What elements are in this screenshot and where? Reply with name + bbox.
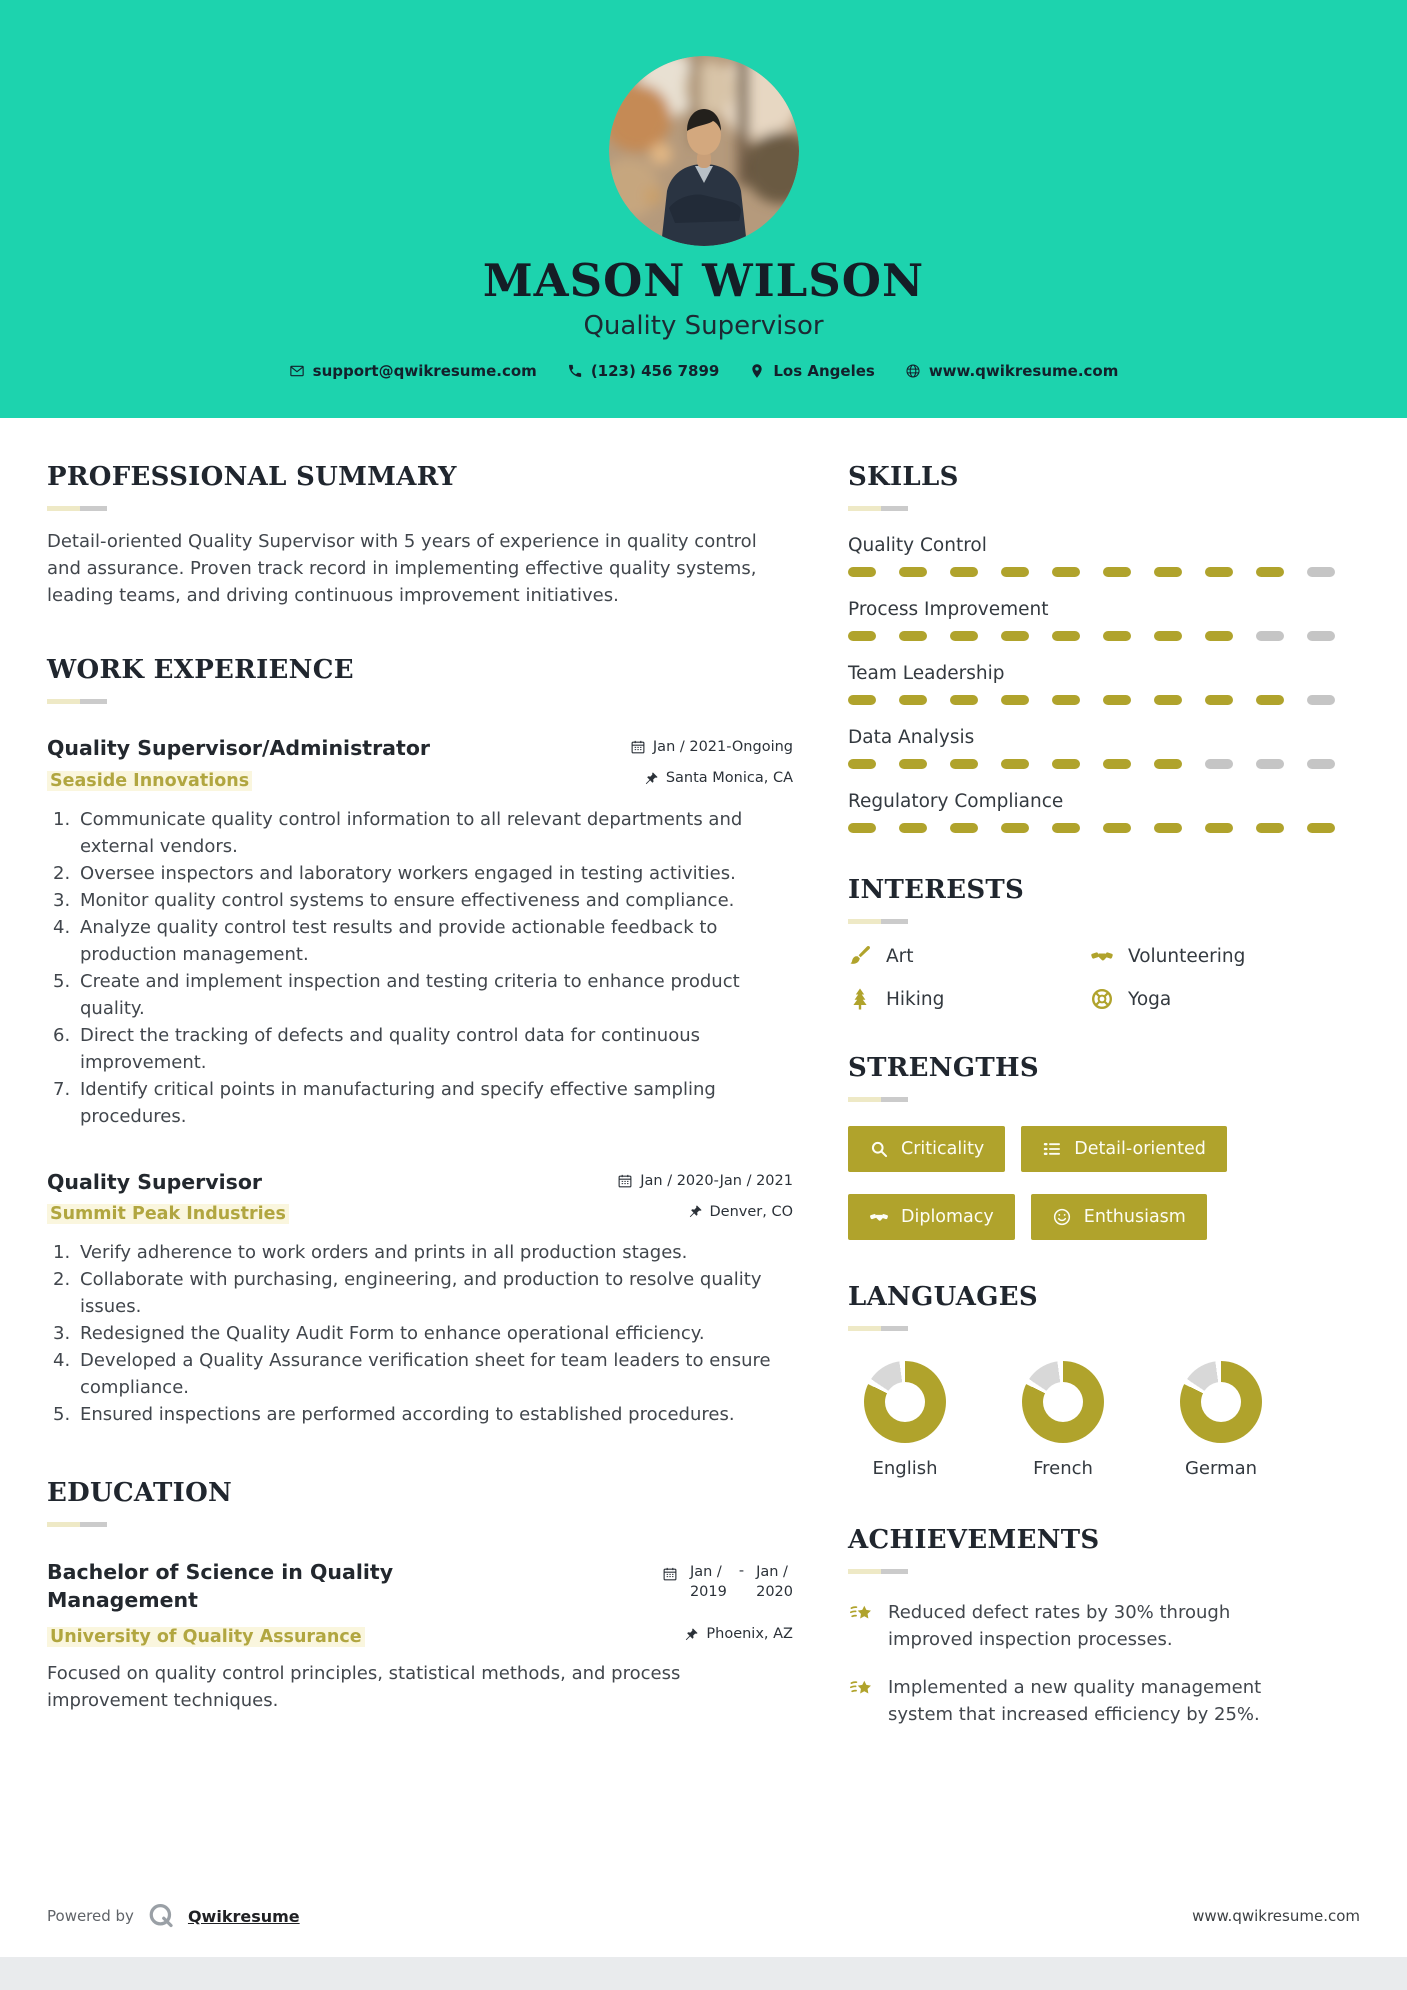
skill-level-bar: [848, 567, 1335, 577]
strength-enthusiasm: [1031, 1194, 1207, 1240]
handshake-icon: [1090, 944, 1114, 968]
degree-name: Bachelor of Science in Quality Management: [47, 1560, 394, 1612]
job-duties: [47, 1239, 793, 1428]
skill-dash-filled: [950, 631, 978, 641]
contact-phone-text: (123) 456 7899: [590, 362, 720, 381]
skill-dash-filled: [1154, 823, 1182, 833]
skill-level-bar: [848, 695, 1335, 705]
interest-label: Hiking: [886, 988, 945, 1010]
strengths-row: [848, 1126, 1335, 1172]
skill-dash-filled: [1103, 759, 1131, 769]
contact-phone[interactable]: [567, 362, 720, 380]
education-location-text: Phoenix, AZ: [706, 1626, 793, 1643]
skill-dash-filled: [1154, 567, 1182, 577]
contact-row: [0, 362, 1407, 380]
job-entry: [47, 1170, 793, 1429]
education-end-date: Jan / 2020: [756, 1564, 793, 1600]
contact-website-text: www.qwikresume.com: [928, 362, 1119, 381]
achievements-section: [848, 1525, 1335, 1728]
education-start-date: Jan / 2019: [689, 1564, 727, 1600]
skill-dash-filled: [1256, 567, 1284, 577]
job-date: [617, 1173, 793, 1189]
heading-rule: [848, 919, 908, 924]
skill-dash-filled: [1103, 631, 1131, 641]
skill-dash-filled: [1103, 567, 1131, 577]
skill-dash-filled: [848, 759, 876, 769]
heading-rule: [47, 506, 107, 511]
education-heading: EDUCATION: [47, 1478, 233, 1508]
languages-row: [864, 1361, 1335, 1479]
skill-dash-filled: [1256, 823, 1284, 833]
handshake-icon: [869, 1207, 889, 1227]
education-dates: [662, 1559, 793, 1614]
skills-heading: SKILLS: [848, 462, 959, 492]
language-french: [1022, 1361, 1104, 1479]
skill-dash-filled: [1103, 695, 1131, 705]
skill-dash-filled: [1205, 695, 1233, 705]
date-separator: -: [738, 1563, 745, 1579]
heading-rule: [848, 1569, 908, 1574]
language-donut: [1180, 1361, 1262, 1443]
education-location: [684, 1626, 793, 1642]
powered-by-label: Powered by: [47, 1907, 134, 1925]
contact-website[interactable]: [905, 362, 1119, 380]
achievement-item: [848, 1599, 1335, 1653]
globe-icon: [905, 363, 921, 379]
calendar-icon: [617, 1173, 633, 1189]
magnifier-icon: [869, 1139, 889, 1159]
skill-dash-filled: [950, 759, 978, 769]
job-title: Quality Supervisor/Administrator: [47, 736, 431, 760]
job-date-text: Jan / 2020-Jan / 2021: [640, 1172, 793, 1189]
heading-rule: [47, 1522, 107, 1527]
skill-dash-filled: [1154, 631, 1182, 641]
strength-label: Detail-oriented: [1074, 1139, 1206, 1159]
skill-dash-empty: [1307, 631, 1335, 641]
email-icon: [289, 363, 305, 379]
skill-dash-empty: [1307, 759, 1335, 769]
strengths-list: [848, 1126, 1335, 1240]
language-label: French: [1033, 1458, 1093, 1479]
profile-photo: [609, 56, 799, 246]
skill-dash-filled: [1154, 759, 1182, 769]
experience-bullet: Developed a Quality Assurance verification sheet for team leaders to ensure compliance.: [80, 1350, 771, 1398]
skill-dash-filled: [848, 631, 876, 641]
education-description: Focused on quality control principles, statistical methods, and process improvement techniques.: [47, 1662, 681, 1711]
company-name: Seaside Innovations: [47, 771, 252, 791]
experience-bullet: Create and implement inspection and testing criteria to enhance product quality.: [80, 970, 740, 1019]
job-date-text: Jan / 2021-Ongoing: [652, 739, 793, 755]
job-date: [630, 739, 793, 755]
paintbrush-icon: [848, 944, 872, 968]
strengths-heading: STRENGTHS: [848, 1053, 1039, 1083]
skill-dash-filled: [950, 823, 978, 833]
skill-dash-filled: [1001, 567, 1029, 577]
skill-item: [848, 599, 1335, 641]
smiley-icon: [1052, 1207, 1072, 1227]
content: [0, 418, 1407, 1901]
skill-dash-filled: [848, 823, 876, 833]
summary-text: Detail-oriented Quality Supervisor with 5 years of experience in quality control and assurance. Proven track record in implementing effective quality systems, leading teams, and driving continuous improvement initiatives.: [47, 531, 757, 606]
strength-label: Diplomacy: [901, 1207, 994, 1227]
skill-name: Data Analysis: [848, 727, 975, 748]
skill-dash-empty: [1307, 567, 1335, 577]
skill-dash-filled: [1205, 631, 1233, 641]
summary-heading: PROFESSIONAL SUMMARY: [47, 462, 457, 492]
pushpin-icon: [644, 771, 659, 786]
skill-item: [848, 791, 1335, 833]
skill-level-bar: [848, 759, 1335, 769]
experience-bullet: Analyze quality control test results and provide actionable feedback to production management.: [80, 916, 718, 965]
pushpin-icon: [688, 1204, 703, 1219]
skill-name: Regulatory Compliance: [848, 791, 1064, 812]
skill-level-bar: [848, 823, 1335, 833]
calendar-icon: [630, 739, 646, 755]
contact-location-text: Los Angeles: [773, 362, 875, 381]
heading-rule: [848, 1097, 908, 1102]
strengths-row: [848, 1194, 1335, 1240]
qwikresume-logo: [146, 1901, 176, 1931]
job-location: [688, 1204, 794, 1220]
experience-heading: WORK EXPERIENCE: [47, 655, 354, 685]
strength-label: Enthusiasm: [1083, 1207, 1186, 1227]
job-location-text: Santa Monica, CA: [665, 770, 793, 786]
experience-bullet: Monitor quality control systems to ensure effectiveness and compliance.: [80, 889, 735, 911]
skill-dash-filled: [899, 567, 927, 577]
map-pin-icon: [749, 363, 765, 379]
qwikresume-link[interactable]: Qwikresume: [187, 1906, 300, 1926]
job-title: Quality Supervisor: [47, 1169, 263, 1194]
interests-section: [848, 875, 1335, 1011]
experience-bullet: Direct the tracking of defects and quality control data for continuous improvement.: [80, 1024, 701, 1073]
achievement-text: Implemented a new quality management system that increased efficiency by 25%.: [888, 1677, 1262, 1725]
skill-dash-filled: [1052, 823, 1080, 833]
interest-label: Yoga: [1128, 988, 1172, 1010]
skill-dash-filled: [848, 695, 876, 705]
strength-diplomacy: [848, 1194, 1015, 1240]
skill-dash-filled: [1052, 759, 1080, 769]
experience-bullet: Communicate quality control information to all relevant departments and external vendors.: [80, 808, 743, 857]
skill-dash-empty: [1256, 759, 1284, 769]
job-location: [644, 770, 793, 786]
skill-item: [848, 663, 1335, 705]
contact-email[interactable]: [289, 362, 537, 380]
heading-rule: [848, 1326, 908, 1331]
skill-name: Team Leadership: [848, 663, 1005, 684]
powered-by: [47, 1901, 300, 1931]
pushpin-icon: [684, 1627, 699, 1642]
skill-dash-filled: [1001, 759, 1029, 769]
skill-dash-filled: [899, 823, 927, 833]
achievement-text: Reduced defect rates by 30% through improved inspection processes.: [888, 1602, 1231, 1650]
language-donut: [864, 1361, 946, 1443]
job-duties: [47, 806, 793, 1130]
experience-bullet: Verify adherence to work orders and prints in all production stages.: [80, 1242, 688, 1263]
right-column: [848, 462, 1335, 1901]
school-name: University of Quality Assurance: [47, 1627, 365, 1647]
strength-detail-oriented: [1021, 1126, 1227, 1172]
skill-name: Quality Control: [848, 535, 987, 556]
skill-dash-empty: [1256, 631, 1284, 641]
skill-dash-filled: [1205, 823, 1233, 833]
experience-bullet: Identify critical points in manufacturing and specify effective sampling procedures.: [80, 1078, 716, 1127]
achievements-list: [848, 1599, 1335, 1728]
language-label: English: [872, 1458, 938, 1479]
skill-dash-filled: [899, 695, 927, 705]
skill-dash-filled: [1001, 695, 1029, 705]
skill-dash-empty: [1205, 759, 1233, 769]
skill-dash-filled: [950, 695, 978, 705]
skill-dash-filled: [848, 567, 876, 577]
footer-website[interactable]: www.qwikresume.com: [1192, 1907, 1360, 1925]
left-column: [47, 462, 793, 1901]
interest-art: [848, 944, 1090, 968]
language-german: [1180, 1361, 1262, 1479]
skill-level-bar: [848, 631, 1335, 641]
shooting-star-icon: [848, 1601, 875, 1628]
company-name: Summit Peak Industries: [47, 1204, 289, 1224]
skill-dash-filled: [950, 567, 978, 577]
interest-hiking: [848, 987, 1090, 1011]
strength-label: Criticality: [901, 1139, 985, 1159]
language-donut: [1022, 1361, 1104, 1443]
experience-bullet: Ensured inspections are performed according to established procedures.: [80, 1404, 735, 1425]
languages-heading: LANGUAGES: [848, 1282, 1038, 1312]
skill-dash-filled: [1001, 631, 1029, 641]
languages-section: [848, 1282, 1335, 1479]
phone-icon: [567, 363, 583, 379]
strengths-section: [848, 1053, 1335, 1240]
interest-label: Art: [886, 945, 914, 967]
education-section: [47, 1478, 793, 1714]
person-title: Quality Supervisor: [583, 311, 824, 342]
list-icon: [1042, 1139, 1062, 1159]
person-name: MASON WILSON: [482, 254, 925, 307]
skill-dash-filled: [1052, 631, 1080, 641]
footer: [0, 1901, 1407, 1957]
interests-heading: INTERESTS: [848, 875, 1025, 905]
skill-dash-filled: [1052, 695, 1080, 705]
skill-item: [848, 727, 1335, 769]
language-label: German: [1184, 1458, 1258, 1479]
achievements-heading: ACHIEVEMENTS: [848, 1525, 1100, 1555]
shooting-star-icon: [848, 1676, 875, 1703]
experience-bullet: Oversee inspectors and laboratory workers engaged in testing activities.: [80, 862, 736, 884]
header: [0, 0, 1407, 418]
job-entry: [47, 736, 793, 1130]
interests-grid: [848, 944, 1335, 1011]
experience-bullet: Redesigned the Quality Audit Form to enhance operational efficiency.: [80, 1323, 705, 1344]
skill-name: Process Improvement: [848, 599, 1049, 620]
skill-dash-filled: [1001, 823, 1029, 833]
heading-rule: [848, 506, 908, 511]
skill-dash-filled: [1256, 695, 1284, 705]
skills-list: [848, 535, 1335, 833]
achievement-item: [848, 1674, 1335, 1728]
summary-section: [47, 462, 793, 609]
skill-dash-filled: [899, 759, 927, 769]
skill-dash-filled: [1307, 823, 1335, 833]
pine-tree-icon: [848, 987, 872, 1011]
contact-email-text: support@qwikresume.com: [312, 362, 537, 381]
job-location-text: Denver, CO: [709, 1203, 793, 1220]
experience-bullet: Collaborate with purchasing, engineering, and production to resolve quality issues.: [80, 1269, 762, 1317]
skill-dash-filled: [1052, 567, 1080, 577]
interest-volunteering: [1090, 944, 1335, 968]
skill-dash-filled: [1205, 567, 1233, 577]
skill-item: [848, 535, 1335, 577]
heading-rule: [47, 699, 107, 704]
skills-section: [848, 462, 1335, 833]
skill-dash-empty: [1307, 695, 1335, 705]
lifebuoy-icon: [1090, 987, 1114, 1011]
interest-yoga: [1090, 987, 1335, 1011]
language-english: [864, 1361, 946, 1479]
experience-section: [47, 655, 793, 1428]
strength-criticality: [848, 1126, 1005, 1172]
skill-dash-filled: [1154, 695, 1182, 705]
skill-dash-filled: [899, 631, 927, 641]
calendar-icon: [662, 1566, 678, 1582]
contact-location: [749, 362, 874, 380]
skill-dash-filled: [1103, 823, 1131, 833]
interest-label: Volunteering: [1128, 945, 1246, 967]
